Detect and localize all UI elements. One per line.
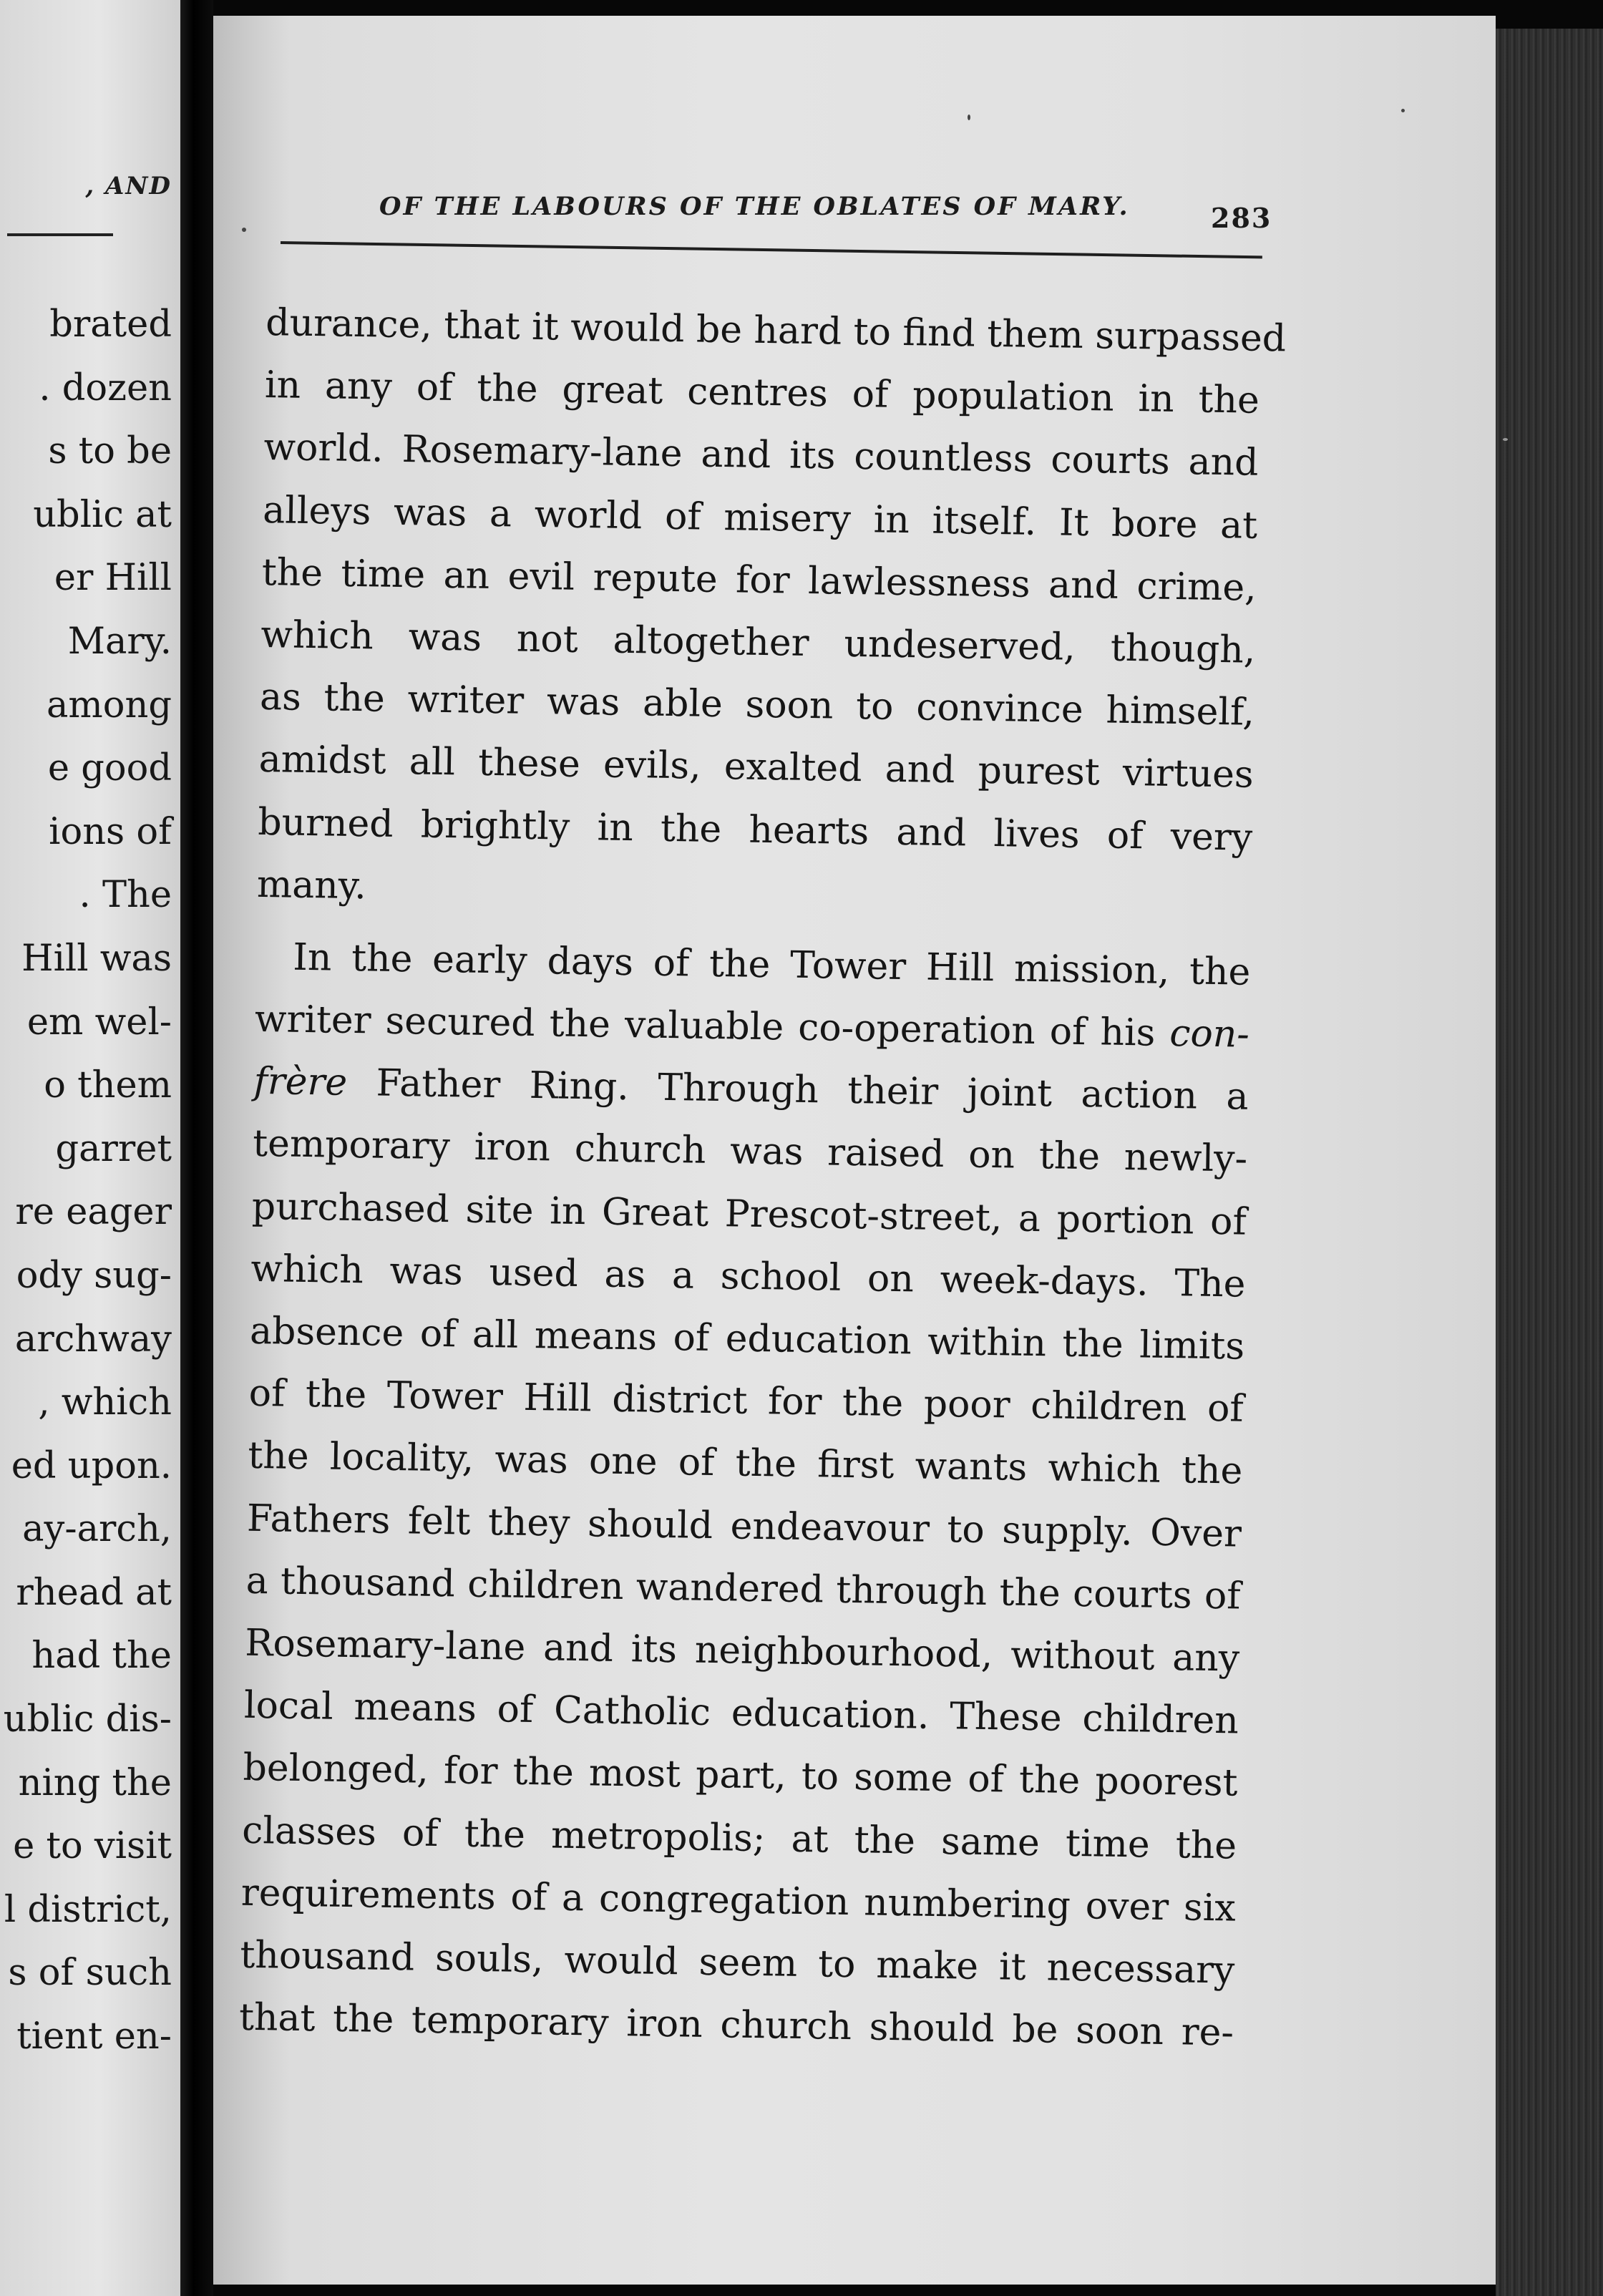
left-header-rule [7,233,113,236]
text-line: of the Tower Hill district for the poor children of [248,1372,1244,1431]
dust-speck [242,228,246,232]
text-line: Fathers felt they should endeavour to supply. Over [246,1497,1242,1556]
left-text-line: s of such [8,1952,172,1995]
left-text-line: ublic dis- [3,1698,172,1741]
left-text-line: re eager [15,1191,172,1234]
left-text-line: archway [14,1318,172,1361]
left-running-head: , AND [85,172,172,200]
left-text-line: ning the [18,1761,172,1804]
left-text-line: ublic at [33,493,172,536]
left-text-line: e good [47,747,172,790]
left-text-line: er Hill [54,557,172,600]
text-fragment: writer secured the valuable co-operation of his [254,997,1156,1055]
text-line: thousand souls, would seem to make it necessary [240,1933,1235,1993]
text-line: the time an evil repute for lawlessness and crime, [261,550,1257,610]
left-text-line: o them [44,1064,172,1107]
left-text-line: rhead at [16,1571,172,1614]
left-facing-page [0,0,180,2296]
text-fragment: Father Ring. Through their joint action a [376,1061,1249,1119]
running-head: OF THE LABOURS OF THE OBLATES OF MARY. [379,192,1130,221]
left-text-line: among [47,684,172,726]
text-line: many. [256,862,367,908]
left-text-line: em wel- [26,1001,172,1044]
left-text-line: had the [31,1635,172,1678]
text-line: absence of all means of education within the limits [249,1309,1245,1368]
binding-gutter [180,0,213,2296]
page-number: 283 [1211,202,1272,234]
text-line: world. Rosemary-lane and its countless courts and [263,426,1259,485]
text-line: classes of the metropolis; at the same time the [241,1809,1237,1868]
left-text-line: ody sug- [16,1254,172,1297]
left-text-line: garret [55,1127,172,1170]
text-line: the locality, was one of the first wants which the [247,1434,1243,1494]
left-text-line: s to be [48,430,172,473]
left-text-line: e to visit [13,1825,172,1868]
page-edge-stack [1496,29,1603,2296]
text-line: alleys was a world of misery in itself. It bore at [262,488,1258,548]
left-page-text [0,293,172,2069]
text-line: temporary iron church was raised on the newly- [252,1122,1248,1182]
left-text-line: tient en- [16,2015,172,2058]
text-line: burned brightly in the hearts and lives of very [257,800,1253,860]
text-line: Rosemary-lane and its neighbourhood, without any [244,1621,1240,1680]
italic-word: con- [1169,1012,1250,1056]
left-text-line: brated [49,303,172,346]
left-text-line: . The [79,874,172,917]
text-line: In the early days of the Tower Hill mission, the [292,935,1251,994]
text-line: amidst all these evils, exalted and purest virtues [258,738,1254,797]
text-line: which was not altogether undeserved, though, [260,613,1256,672]
dust-speck [1401,109,1405,112]
body-text [238,292,1287,2065]
left-text-line: l district, [4,1888,172,1931]
text-line: belonged, for the most part, to some of the poorest [243,1746,1238,1805]
text-line: which was used as a school on week-days. The [250,1247,1246,1306]
left-text-line: Hill was [21,937,172,980]
text-line: local means of Catholic education. These children [243,1683,1239,1743]
text-line: requirements of a congregation numbering over six [240,1871,1237,1930]
text-line: as the writer was able soon to convince himself, [259,676,1255,734]
text-line: in any of the great centres of population in the [264,364,1260,423]
left-text-line: ay-arch, [22,1508,172,1551]
text-line: a thousand children wandered through the courts of [245,1559,1242,1618]
left-text-line: ed upon. [11,1444,172,1487]
text-line: purchased site in Great Prescot-street, a portion of [251,1185,1247,1244]
text-line: that the temporary iron church should be soon re- [238,1995,1234,2055]
left-text-line: . dozen [39,366,172,409]
dust-speck [1503,438,1508,441]
left-text-line: ions of [49,810,172,853]
left-text-line: Mary. [67,620,172,663]
text-line: durance, that it would be hard to find them surpassed [265,301,1287,361]
italic-word: frère [253,1060,348,1105]
dust-speck [968,115,970,120]
left-text-line: , which [38,1381,172,1424]
